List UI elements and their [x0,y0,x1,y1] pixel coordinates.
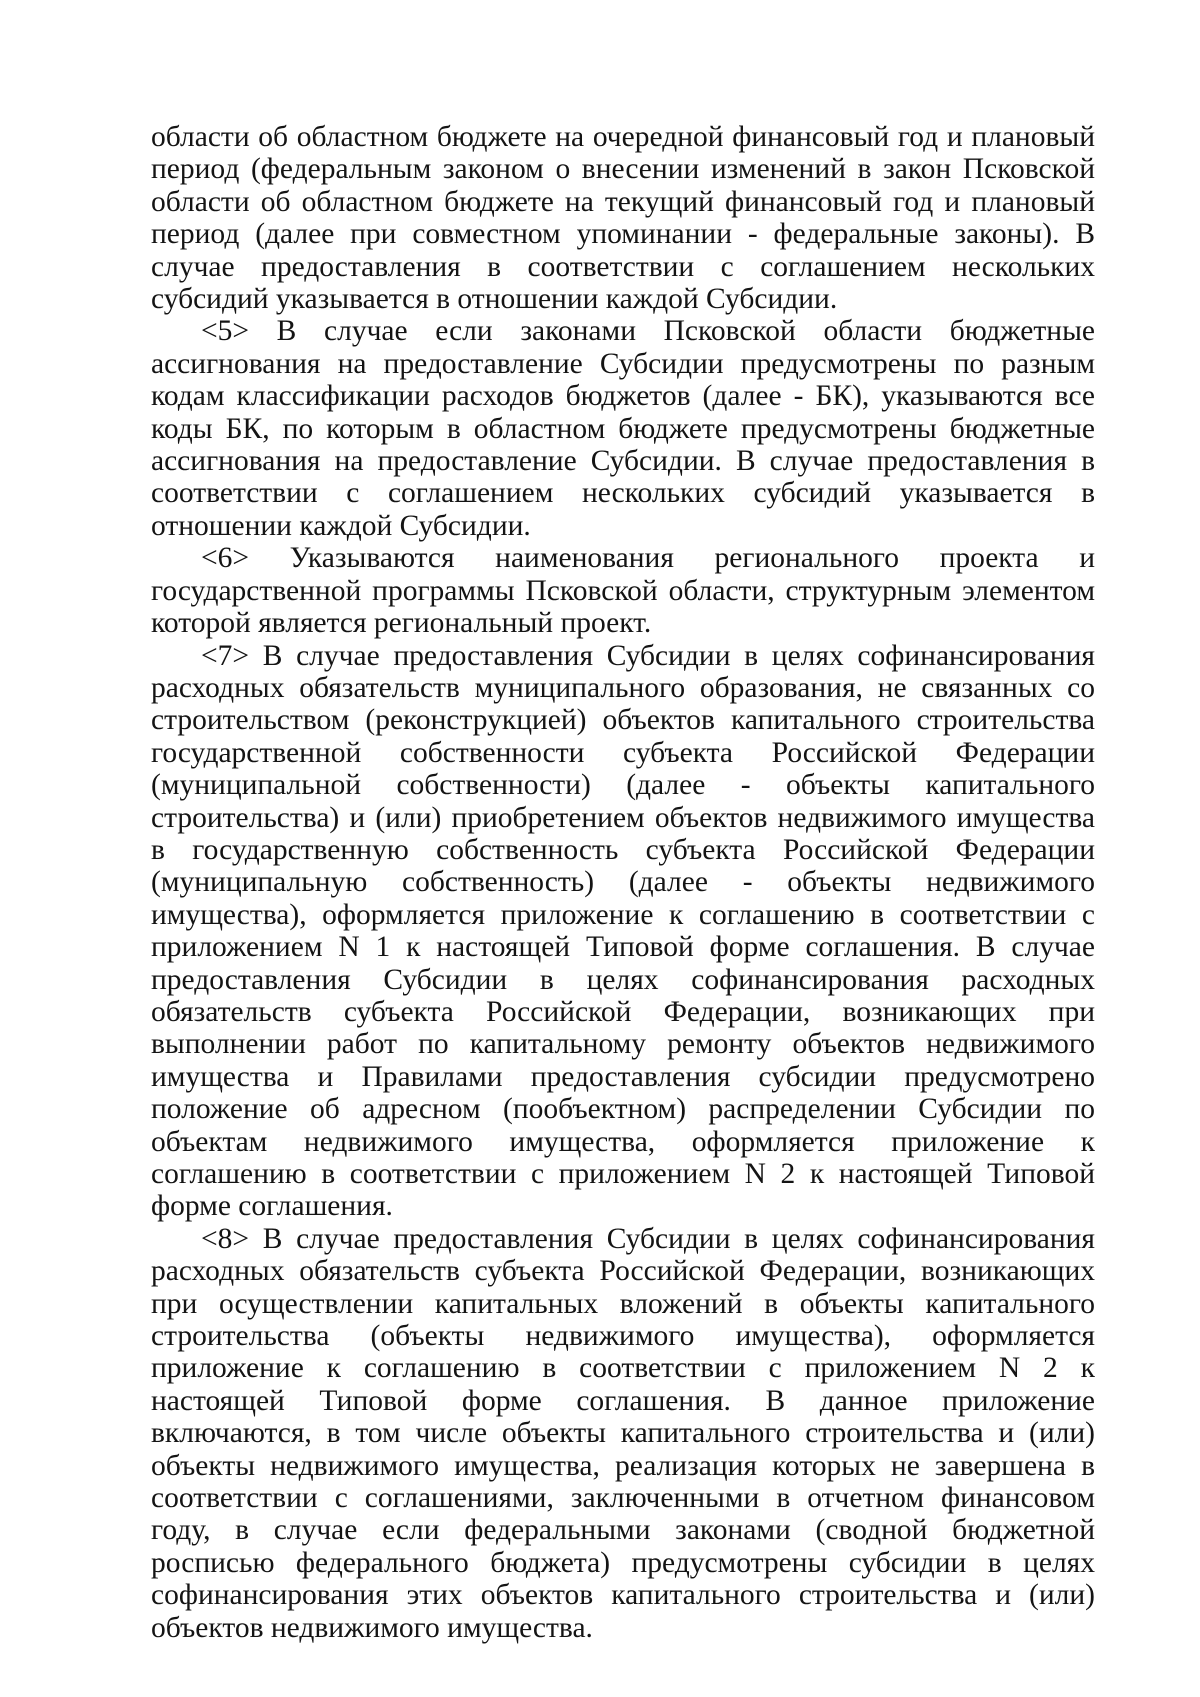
footnote-6: <6> Указываются наименования регионального проекта и государственной программы Псковской области, структурным элементом которой является региональный проект. [151,542,1095,640]
footnote-7: <7> В случае предоставления Субсидии в целях софинансирования расходных обязательств муниципального образования, не связанных со строительством (реконструкцией) объектов капитального строительства государственной собственности субъекта Российской Федерации (муниципальной собственности) (далее - объекты капитального строительства) и (или) приобретением объектов недвижимого имущества в государственную собственность субъекта Российской Федерации (муниципальную собственность) (далее - объекты недвижимого имущества), оформляется приложение к соглашению в соответствии с приложением N 1 к настоящей Типовой форме соглашения. В случае предоставления Субсидии в целях софинансирования расходных обязательств субъекта Российской Федерации, возникающих при выполнении работ по капитальному ремонту объектов недвижимого имущества и Правилами предоставления субсидии предусмотрено положение об адресном (пообъектном) распределении Субсидии по объектам недвижимого имущества, оформляется приложение к соглашению в соответствии с приложением N 2 к настоящей Типовой форме соглашения. [151,639,1095,1223]
footnote-5: <5> В случае если законами Псковской области бюджетные ассигнования на предоставление Субсидии предусмотрены по разным кодам классификации расходов бюджетов (далее - БК), указываются все коды БК, по которым в областном бюджете предусмотрены бюджетные ассигнования на предоставление Субсидии. В случае предоставления в соответствии с соглашением нескольких субсидий указывается в отношении каждой Субсидии. [151,315,1095,542]
document-page [151,121,1095,1644]
paragraph-continuation: области об областном бюджете на очередной финансовый год и плановый период (федеральным законом о внесении изменений в закон Псковской области об областном бюджете на текущий финансовый год и плановый период (далее при совместном упоминании - федеральные законы). В случае предоставления в соответствии с соглашением нескольких субсидий указывается в отношении каждой Субсидии. [151,121,1095,316]
footnote-8: <8> В случае предоставления Субсидии в целях софинансирования расходных обязательств субъекта Российской Федерации, возникающих при осуществлении капитальных вложений в объекты капитального строительства (объекты недвижимого имущества), оформляется приложение к соглашению в соответствии с приложением N 2 к настоящей Типовой форме соглашения. В данное приложение включаются, в том числе объекты капитального строительства и (или) объекты недвижимого имущества, реализация которых не завершена в соответствии с соглашениями, заключенными в отчетном финансовом году, в случае если федеральными законами (сводной бюджетной росписью федерального бюджета) предусмотрены субсидии в целях софинансирования этих объектов капитального строительства и (или) объектов недвижимого имущества. [151,1222,1095,1644]
